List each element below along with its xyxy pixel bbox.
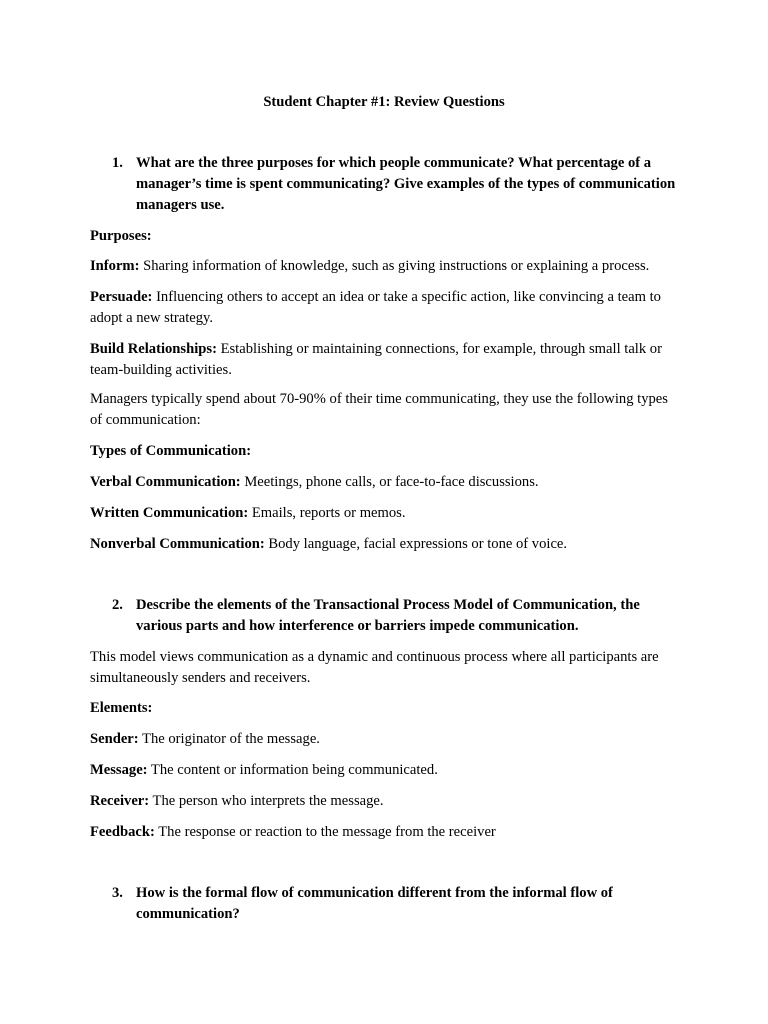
type-verbal: [90, 472, 682, 493]
term-definition: Emails, reports or memos.: [248, 505, 406, 521]
term-label: Nonverbal Communication:: [90, 536, 265, 552]
question-1: [112, 153, 682, 216]
term-definition: Meetings, phone calls, or face-to-face discussions.: [240, 474, 539, 490]
term-definition: Sharing information of knowledge, such as giving instructions or explaining a process.: [139, 258, 650, 274]
type-written: [90, 503, 682, 524]
term-label: Inform:: [90, 258, 140, 274]
purposes-heading: Purposes:: [90, 228, 152, 244]
term-definition: The person who interprets the message.: [149, 793, 384, 809]
term-definition: The originator of the message.: [138, 731, 320, 747]
question-number: 2.: [112, 597, 123, 613]
question-number: 3.: [112, 885, 123, 901]
purpose-inform: [90, 256, 682, 277]
question-text: Describe the elements of the Transactional Process Model of Communication, the various parts and how interference or barriers impede communication.: [136, 597, 640, 634]
elements-heading: Elements:: [90, 700, 153, 716]
term-label: Persuade:: [90, 289, 153, 305]
term-definition: The response or reaction to the message from the receiver: [154, 824, 496, 840]
term-label: Verbal Communication:: [90, 474, 241, 490]
managers-paragraph: Managers typically spend about 70-90% of their time communicating, they use the following types of communication:: [90, 391, 668, 428]
term-label: Message:: [90, 762, 148, 778]
term-definition: Body language, facial expressions or tone of voice.: [264, 536, 568, 552]
element-message: [90, 760, 682, 781]
term-definition: The content or information being communicated.: [147, 762, 438, 778]
term-label: Sender:: [90, 731, 139, 747]
document-title: Student Chapter #1: Review Questions: [263, 94, 505, 110]
purpose-persuade: [90, 287, 682, 329]
element-sender: [90, 729, 682, 750]
term-label: Feedback:: [90, 824, 155, 840]
term-label: Written Communication:: [90, 505, 249, 521]
question-number: 1.: [112, 155, 123, 171]
element-receiver: [90, 791, 682, 812]
element-feedback: [90, 822, 682, 843]
question-2: [112, 595, 682, 637]
term-label: Receiver:: [90, 793, 150, 809]
type-nonverbal: [90, 534, 682, 555]
purpose-build-relationships: [90, 339, 682, 381]
term-label: Build Relationships:: [90, 341, 217, 357]
term-definition: Establishing or maintaining connections, for example, through small talk or team-building activities.: [90, 341, 662, 378]
question-3: [112, 883, 682, 925]
types-heading: Types of Communication:: [90, 443, 252, 459]
question-text: How is the formal flow of communication different from the informal flow of communication?: [136, 885, 613, 922]
question-text: What are the three purposes for which people communicate? What percentage of a manager’s time is spent communicating? Give examples of the types of communication managers use.: [136, 155, 676, 213]
term-definition: Influencing others to accept an idea or take a specific action, like convincing a team to adopt a new strategy.: [90, 289, 661, 326]
model-paragraph: This model views communication as a dynamic and continuous process where all participants are simultaneously senders and receivers.: [90, 649, 659, 686]
